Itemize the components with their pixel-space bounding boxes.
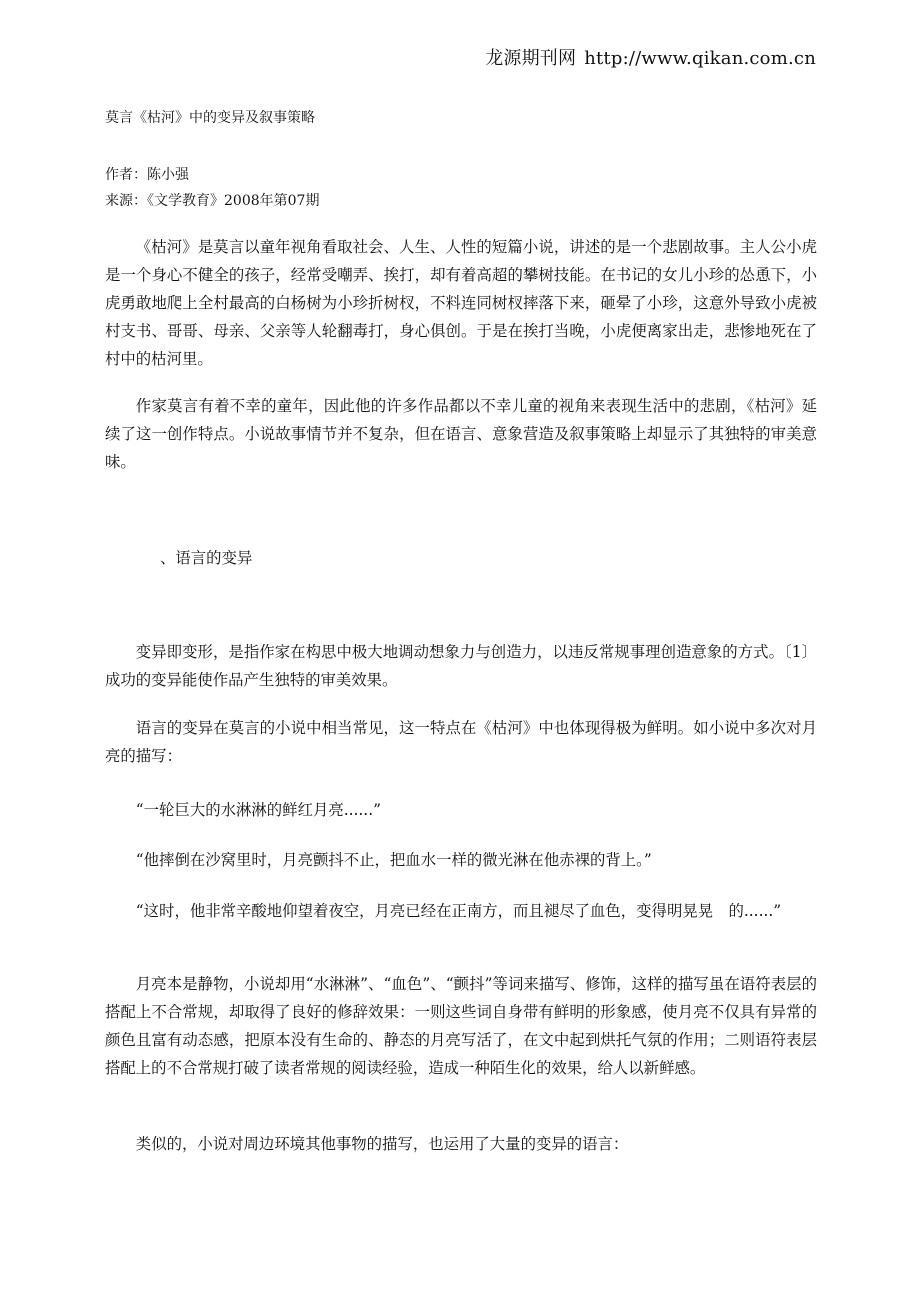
author-line: 作者：陈小强: [105, 167, 189, 183]
body-paragraph-3: 变异即变形，是指作家在构思中极大地调动想象力与创造力，以违反常规事理创造意象的方式。〔1〕成功的变异能使作品产生独特的审美效果。: [105, 643, 817, 689]
body-paragraph-2: 作家莫言有着不幸的童年，因此他的许多作品都以不幸儿童的视角来表现生活中的悲剧，《枯河》延续了这一创作特点。小说故事情节并不复杂，但在语言、意象营造及叙事策略上却显示了其独特的审美意味。: [105, 397, 817, 471]
section-heading: 、语言的变异: [160, 549, 253, 567]
quote-3: “这时，他非常辛酸地仰望着夜空，月亮已经在正南方，而且褪尽了血色，变得明晃晃 的......”: [135, 902, 782, 920]
body-paragraph-6: 类似的，小说对周边环境其他事物的描写，也运用了大量的变异的语言：: [135, 1135, 629, 1153]
site-url[interactable]: http://www.qikan.com.cn: [584, 48, 816, 69]
quote-2: “他摔倒在沙窝里时，月亮颤抖不止，把血水一样的微光淋在他赤裸的背上。”: [135, 851, 652, 869]
site-name: 龙源期刊网: [485, 48, 577, 69]
article-title: 莫言《枯河》中的变异及叙事策略: [105, 110, 315, 126]
body-paragraph-4: 语言的变异在莫言的小说中相当常见，这一特点在《枯河》中也体现得极为鲜明。如小说中多次对月亮的描写：: [105, 719, 817, 765]
site-header: [485, 44, 816, 70]
body-paragraph-1: 《枯河》是莫言以童年视角看取社会、人生、人性的短篇小说，讲述的是一个悲剧故事。主人公小虎是一个身心不健全的孩子，经常受嘲弄、挨打，却有着高超的攀树技能。在书记的女儿小珍的怂恿下，小虎勇敢地爬上全村最高的白杨树为小珍折树杈，不料连同树杈摔落下来，砸晕了小珍，这意外导致小虎被村支书、哥哥、母亲、父亲等人轮翻毒打，身心俱创。于是在挨打当晚，小虎便离家出走，悲惨地死在了村中的枯河里。: [105, 238, 817, 368]
quote-1: “一轮巨大的水淋淋的鲜红月亮......”: [135, 801, 381, 819]
source-line: 来源：《文学教育》2008年第07期: [105, 193, 320, 209]
body-paragraph-5: 月亮本是静物，小说却用“水淋淋”、“血色”、“颤抖”等词来描写、修饰，这样的描写虽在语符表层的搭配上不合常规，却取得了良好的修辞效果：一则这些词自身带有鲜明的形象感，使月亮不仅具有异常的颜色且富有动态感，把原本没有生命的、静态的月亮写活了，在文中起到烘托气氛的作用；二则语符表层搭配上的不合常规打破了读者常规的阅读经验，造成一种陌生化的效果，给人以新鲜感。: [105, 975, 817, 1077]
